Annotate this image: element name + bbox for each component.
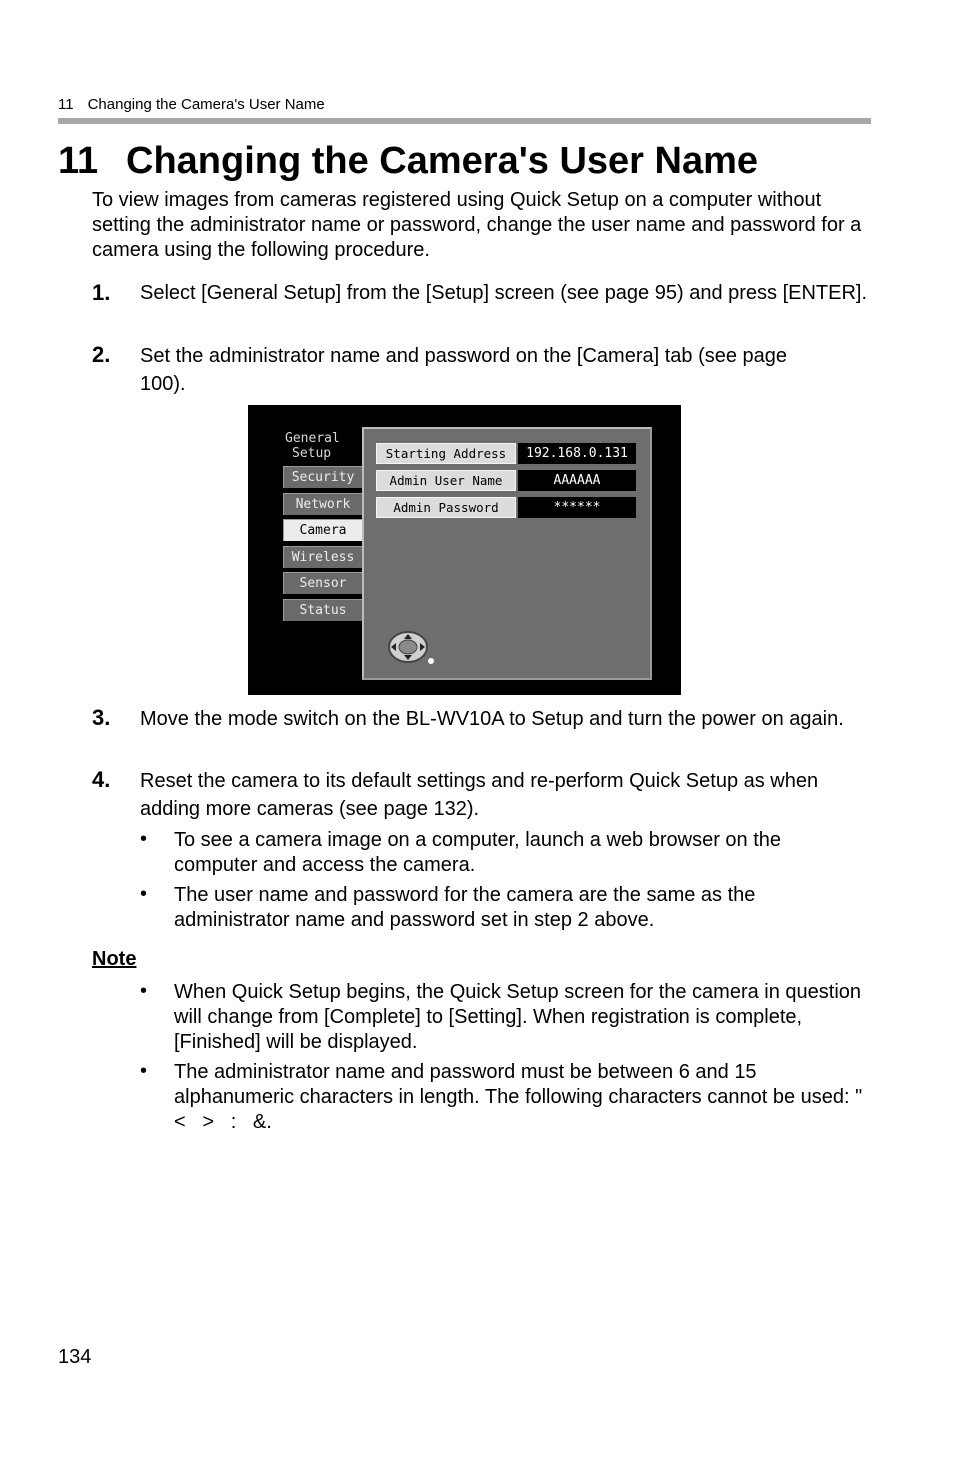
step-3-text: Move the mode switch on the BL-WV10A to Setup and turn the power on again. bbox=[140, 708, 844, 730]
step-1-number: 1. bbox=[92, 280, 111, 305]
note-bullet-1: When Quick Setup begins, the Quick Setup screen for the camera in question will change from [Complete] to [Setting]. When registration is complete, [Finished] will be displayed. bbox=[174, 981, 862, 1053]
step-4-bullet-1: To see a camera image on a computer, launch a web browser on the computer and access the camera. bbox=[174, 829, 782, 876]
dpad-icon bbox=[388, 631, 428, 665]
step-2-number: 2. bbox=[92, 342, 111, 367]
field-starting-address-label: Starting Address bbox=[376, 443, 516, 464]
step-4-bullet-2: The user name and password for the camera are the same as the administrator name and password set in step 2 above. bbox=[174, 884, 756, 931]
step-4-number: 4. bbox=[92, 767, 111, 792]
chapter-title-text: Changing the Camera's User Name bbox=[126, 140, 759, 182]
menu-item-camera[interactable]: Camera bbox=[283, 519, 362, 541]
menu-item-wireless[interactable]: Wireless bbox=[283, 546, 362, 568]
header-rule bbox=[58, 118, 871, 124]
menu-item-sensor[interactable]: Sensor bbox=[283, 572, 362, 594]
menu-item-status[interactable]: Status bbox=[283, 599, 362, 621]
field-admin-password-label: Admin Password bbox=[376, 497, 516, 518]
sidebar-title-line-1: General bbox=[285, 431, 340, 446]
menu-item-security[interactable]: Security bbox=[283, 466, 362, 488]
field-admin-user-name-label: Admin User Name bbox=[376, 470, 516, 491]
setup-screenshot bbox=[248, 405, 681, 695]
note-bullet-1-dot: • bbox=[140, 980, 148, 1002]
menu-item-network[interactable]: Network bbox=[283, 493, 362, 515]
intro-paragraph: To view images from cameras registered using Quick Setup on a computer without setting the administrator name or password, change the user name and password for a camera using the following procedure. bbox=[92, 189, 862, 261]
field-starting-address-value[interactable]: 192.168.0.131 bbox=[518, 443, 636, 464]
note-bullet-2-dot: • bbox=[140, 1060, 148, 1082]
step-1-text: Select [General Setup] from the [Setup] screen (see page 95) and press [ENTER]. bbox=[140, 282, 868, 304]
running-header-chapter-number: 11 bbox=[58, 96, 74, 113]
note-heading: Note bbox=[92, 948, 137, 970]
step-4-text: Reset the camera to its default settings and re-perform Quick Setup as when adding more cameras (see page 132). bbox=[140, 770, 819, 820]
chapter-title-number: 11 bbox=[58, 140, 99, 182]
sidebar-title-line-2: Setup bbox=[292, 446, 332, 461]
running-header-chapter-label: Changing the Camera's User Name bbox=[87, 96, 325, 113]
step-4-bullet-2-dot: • bbox=[140, 883, 148, 905]
field-admin-password-value[interactable]: ****** bbox=[518, 497, 636, 518]
step-2-text: Set the administrator name and password on the [Camera] tab (see page 100). bbox=[140, 345, 788, 395]
sidebar-title bbox=[285, 431, 340, 461]
field-admin-user-name-value[interactable]: AAAAAA bbox=[518, 470, 636, 491]
running-header bbox=[58, 96, 325, 113]
note-bullet-2: The administrator name and password must be between 6 and 15 alphanumeric characters in length. The following characters cannot be used: " < > : &. bbox=[174, 1061, 879, 1133]
chapter-title bbox=[58, 138, 758, 184]
step-4-bullet-1-dot: • bbox=[140, 828, 148, 850]
page-number: 134 bbox=[58, 1346, 92, 1368]
step-3-number: 3. bbox=[92, 705, 111, 730]
